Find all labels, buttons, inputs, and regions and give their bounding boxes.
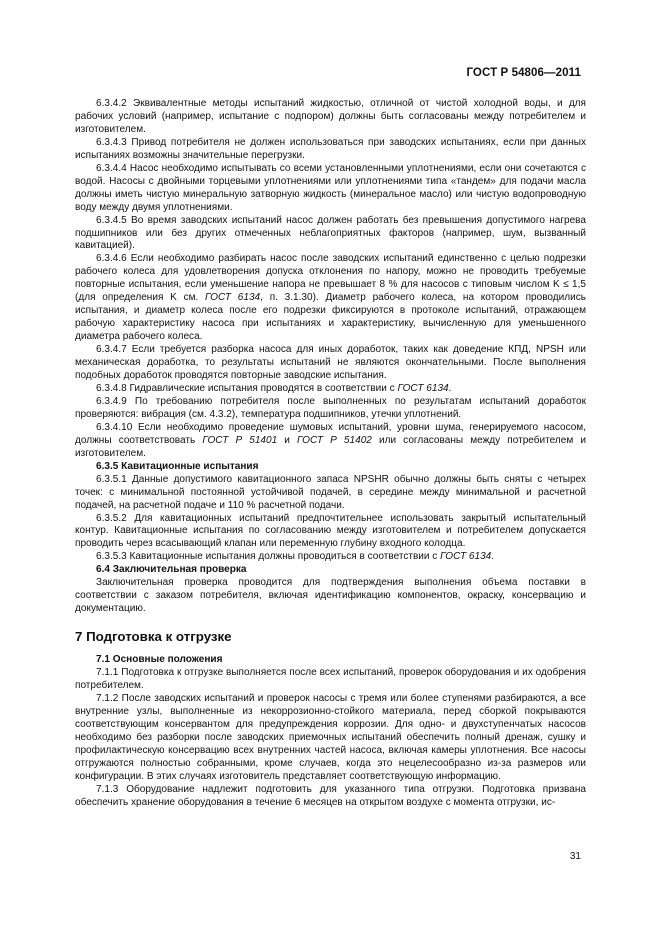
section-heading: 7.1 Основные положения — [96, 654, 223, 666]
paragraph: 6.3.4.7 Если требуется разборка насоса для иных доработок, таких как доведение КПД, NPSH или механическая доработка, то результаты испытаний не являются окончательными. После выполнения подобных доработок проводятся повторные заводские испытания. — [75, 344, 586, 382]
paragraph: 6.3.5.1 Данные допустимого кавитационного запаса NPSHR обычно должны быть сняты с четырех точек: с минимальной постоянной устойчивой подачей, в середине между минимальной и расчетной подачей, на расчетной подаче и 110 % расчетной подачи. — [75, 473, 586, 511]
paragraph: 6.3.4.10 Если необходимо проведение шумовых испытаний, уровни шума, генерируемого насосом, должны соответствовать ГОСТ Р 51401 и ГОСТ Р 51402 или согласованы между потребителем и изготовителем. — [75, 421, 586, 459]
document-code-header: ГОСТ Р 54806—2011 — [466, 67, 581, 79]
section-heading: 6.4 Заключительная проверка — [96, 564, 247, 576]
paragraph: 6.3.4.3 Привод потребителя не должен использоваться при заводских испытаниях, если при данных испытаниях возможны значительные перегрузки. — [75, 136, 586, 161]
paragraph: 7.1.3 Оборудование надлежит подготовить для указанного типа отгрузки. Подготовка призвана обеспечить хранение оборудования в течение 6 месяцев на открытом воздухе с момента отгрузки, ис- — [75, 783, 586, 808]
section-heading: 6.3.5 Кавитационные испытания — [96, 460, 259, 472]
document-body — [75, 98, 586, 810]
section-heading: 7 Подготовка к отгрузке — [75, 629, 232, 645]
paragraph: 6.3.4.9 По требованию потребителя после выполненных по результатам испытаний доработок проверяются: вибрация (см. 4.3.2), температура подшипников, утечки уплотнений. — [75, 395, 586, 420]
page-number: 31 — [569, 851, 581, 862]
paragraph: 6.3.5.3 Кавитационные испытания должны проводиться в соответствии с ГОСТ 6134. — [96, 551, 495, 563]
paragraph: 6.3.4.5 Во время заводских испытаний насос должен работать без превышения допустимого нагрева подшипников или без других отмеченных неблагоприятных факторов (например, шум, вызванный кавитацией). — [75, 214, 586, 252]
paragraph: 7.1.2 После заводских испытаний и проверок насосы с тремя или более ступенями разбираются, а все внутренние узлы, выполненные из некоррозионно-стойкого материала, перед сборкой покрываются соответствующим консервантом для предупреждения коррозии. Для одно- и двухступенчатых насосов необходимо без разборки после заводских приемочных испытаний обеспечить полный дренаж, сушку и профилактическую консервацию всех внутренних частей насоса, включая камеры уплотнения. Все насосы отгружаются полностью собранными, кроме случаев, когда это нецелесообразно из-за размеров или конфигурации. В этих случаях изготовитель представляет соответствующую информацию. — [75, 692, 586, 782]
paragraph: 6.3.5.2 Для кавитационных испытаний предпочтительнее использовать закрытый испытательный контур. Кавитационные испытания по согласованию между изготовителем и потребителем допускается проводить через всасывающий клапан или переменную глубину входного колодца. — [75, 512, 586, 550]
paragraph: 7.1.1 Подготовка к отгрузке выполняется после всех испытаний, проверок оборудования и их одобрения потребителем. — [75, 667, 586, 691]
paragraph: Заключительная проверка проводится для подтверждения выполнения объема поставки в соответствии с заказом потребителя, включая идентификацию компонентов, окраску, консервацию и документацию. — [75, 577, 586, 615]
paragraph: 6.3.4.8 Гидравлические испытания проводятся в соответствии с ГОСТ 6134. — [96, 382, 452, 394]
paragraph: 6.3.4.2 Эквивалентные методы испытаний жидкостью, отличной от чистой холодной воды, и для рабочих условий (например, испытание с подпором) должны быть согласованы между потребителем и изготовителем. — [75, 98, 586, 135]
paragraph: 6.3.4.6 Если необходимо разбирать насос после заводских испытаний единственно с целью подрезки рабочего колеса для удовлетворения допуска отклонения по напору, можно не проводить требуемые повторные испытания, если уменьшение напора не превышает 8 % для насосов с типовым числом K ≤ 1,5 (для определения K см. ГОСТ 6134, п. 3.1.30). Диаметр рабочего колеса, на котором проводились испытания, и диаметр колеса после его подрезки фиксируются в протоколе испытаний, отражающем рабочую характеристику насоса при испытаниях и характеристику, вычисленную для уменьшенного диаметра рабочего колеса. — [75, 253, 586, 343]
paragraph: 6.3.4.4 Насос необходимо испытывать со всеми установленными уплотнениями, если они сочетаются с водой. Насосы с двойными торцевыми уплотнениями или уплотнениями типа «тандем» для подачи масла должны иметь чистую минеральную затворную жидкость (минеральное масло) или чистую водопроводную воду между двумя уплотнениями. — [75, 162, 586, 213]
